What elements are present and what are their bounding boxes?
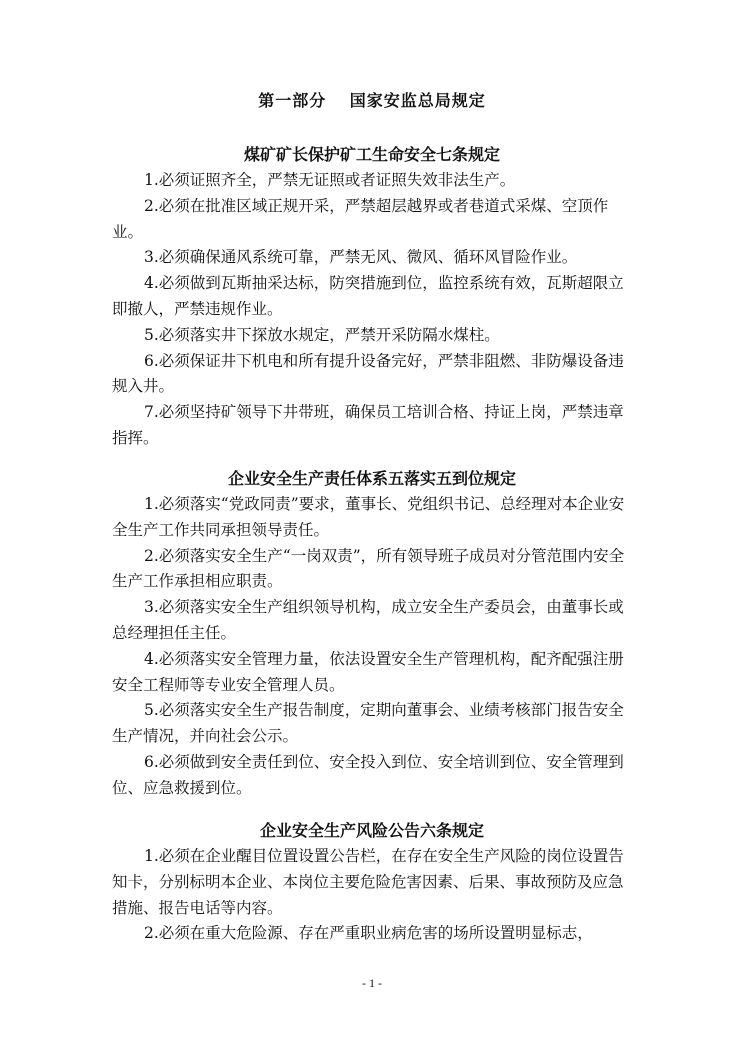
rule-item: 6.必须做到安全责任到位、安全投入到位、安全培训到位、安全管理到位、应急救援到位。: [112, 752, 624, 797]
rule-item: 1.必须证照齐全，严禁无证照或者证照失效非法生产。: [144, 171, 516, 189]
rule-item: 5.必须落实井下探放水规定，严禁开采防隔水煤柱。: [144, 325, 500, 344]
rule-item: 5.必须落实安全生产报告制度，定期向董事会、业绩考核部门报告安全生产情况，并向社会公示。: [112, 701, 624, 746]
section-responsibility-system-rules: [112, 466, 632, 802]
rule-item: 1.必须在企业醒目位置设置公告栏，在存在安全生产风险的岗位设置告知卡，分别标明本企业、本岗位主要危险危害因素、后果、事故预防及应急措施、报告电话等内容。: [112, 847, 624, 917]
rule-item: 1.必须落实“党政同责”要求，董事长、党组织书记、总经理对本企业安全生产工作共同承担领导责任。: [112, 495, 625, 539]
rule-item: 4.必须做到瓦斯抽采达标，防突措施到位，监控系统有效，瓦斯超限立即撤人，严禁违规作业。: [112, 274, 624, 318]
rule-item: 3.必须落实安全生产组织领导机构，成立安全生产委员会，由董事长或总经理担任主任。: [112, 598, 624, 642]
section-title: 企业安全生产责任体系五落实五到位规定: [227, 469, 516, 488]
section-risk-announcement-rules: [112, 818, 632, 947]
section-coal-mine-seven-rules: [112, 142, 632, 452]
rule-item: 2.必须在批准区域正规开采，严禁超层越界或者巷道式采煤、空顶作业。: [112, 196, 609, 241]
page-number: - 1 -: [362, 976, 382, 990]
part-title: 第一部分 国家安监总局规定: [258, 91, 486, 110]
rule-item: 7.必须坚持矿领导下井带班，确保员工培训合格、持证上岗，严禁违章指挥。: [112, 403, 624, 447]
rule-item: 4.必须落实安全管理力量，依法设置安全生产管理机构，配齐配强注册安全工程师等专业安全管理人员。: [112, 649, 624, 694]
rule-item: 3.必须确保通风系统可靠，严禁无风、微风、循环风冒险作业。: [144, 248, 578, 267]
section-title: 企业安全生产风险公告六条规定: [259, 821, 484, 840]
rule-item: 2.必须在重大危险源、存在严重职业病危害的场所设置明显标志，: [144, 924, 593, 943]
rule-item: 6.必须保证井下机电和所有提升设备完好，严禁非阻燃、非防爆设备违规入井。: [112, 351, 624, 396]
rule-item: 2.必须落实安全生产“一岗双责”，所有领导班子成员对分管范围内安全生产工作承担相应职责。: [112, 546, 625, 591]
section-title: 煤矿矿长保护矿工生命安全七条规定: [243, 145, 500, 164]
